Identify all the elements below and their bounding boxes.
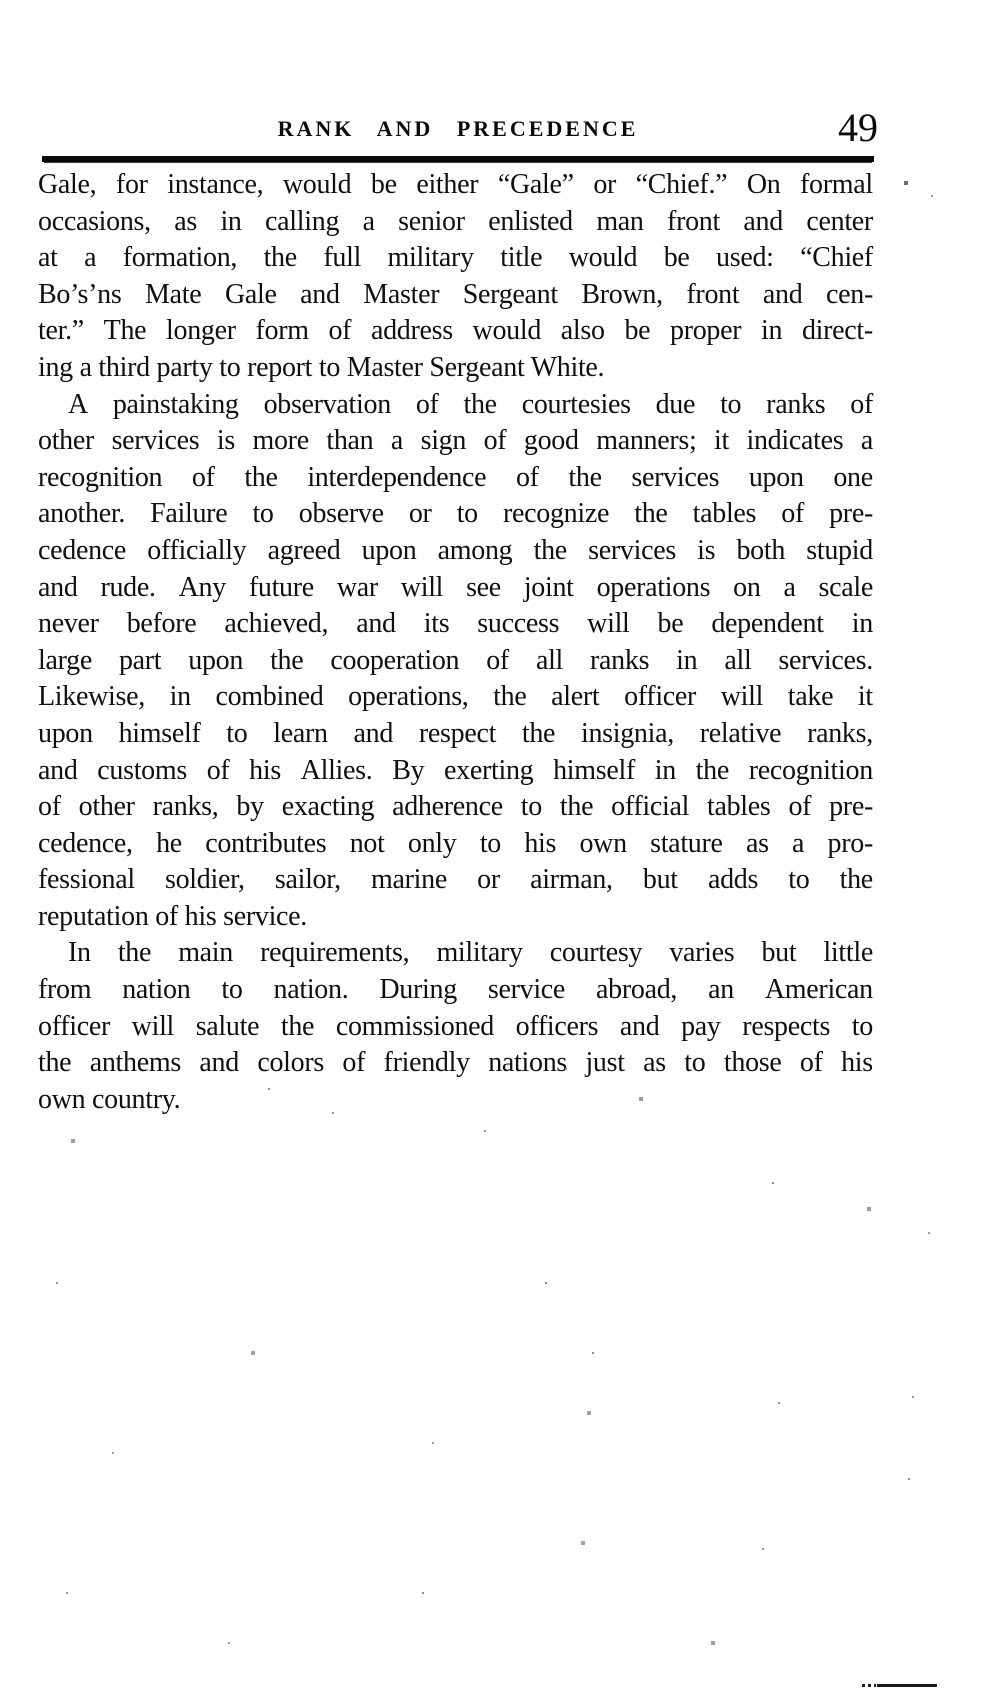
text-line: and customs of his Allies. By exerting himself in the recognition (38, 754, 873, 786)
text-line: cedence officially agreed upon among the services is both stupid (38, 534, 873, 566)
text-line: Bo’s’ns Mate Gale and Master Sergeant Brown, front and cen- (38, 278, 873, 310)
text-line: own country. (38, 1083, 181, 1115)
page-body (38, 167, 873, 1118)
text-line: ter.” The longer form of address would also be proper in direct- (38, 315, 873, 347)
text-line: the anthems and colors of friendly nations just as to those of his (38, 1047, 873, 1079)
text-line: fessional soldier, sailor, marine or airman, but adds to the (38, 864, 873, 896)
text-line: occasions, as in calling a senior enlisted man front and center (38, 205, 873, 237)
text-line: ing a third party to report to Master Sergeant White. (38, 351, 605, 383)
text-line: Gale, for instance, would be either “Gale” or “Chief.” On formal (38, 169, 873, 200)
page-number: 49 (838, 105, 878, 150)
text-line: upon himself to learn and respect the insignia, relative ranks, (38, 717, 873, 749)
scan-artifact-dots (862, 1684, 876, 1687)
text-line: and rude. Any future war will see joint operations on a scale (38, 571, 873, 603)
text-line: at a formation, the full military title would be used: “Chief (38, 242, 873, 274)
running-head: RANK AND PRECEDENCE (277, 116, 639, 141)
text-line: reputation of his service. (38, 900, 308, 932)
header-rule (42, 156, 874, 162)
scan-noise-specks (0, 0, 2, 2)
text-line: Likewise, in combined operations, the alert officer will take it (38, 681, 873, 713)
text-line: recognition of the interdependence of the services upon one (38, 461, 873, 493)
text-line: A painstaking observation of the courtesies due to ranks of (68, 388, 873, 420)
text-line: from nation to nation. During service abroad, an American (38, 974, 873, 1006)
text-line: other services is more than a sign of good manners; it indicates a (38, 425, 873, 457)
text-line: officer will salute the commissioned officers and pay respects to (38, 1010, 873, 1042)
text-line: never before achieved, and its success will be dependent in (38, 608, 873, 640)
text-line: In the main requirements, military courtesy varies but little (68, 937, 873, 969)
text-line: large part upon the cooperation of all ranks in all services. (38, 644, 873, 676)
text-line: of other ranks, by exacting adherence to the official tables of pre- (38, 791, 873, 823)
scan-artifact-line (877, 1684, 937, 1687)
text-line: another. Failure to observe or to recognize the tables of pre- (38, 498, 873, 530)
text-line: cedence, he contributes not only to his own stature as a pro- (38, 827, 873, 859)
